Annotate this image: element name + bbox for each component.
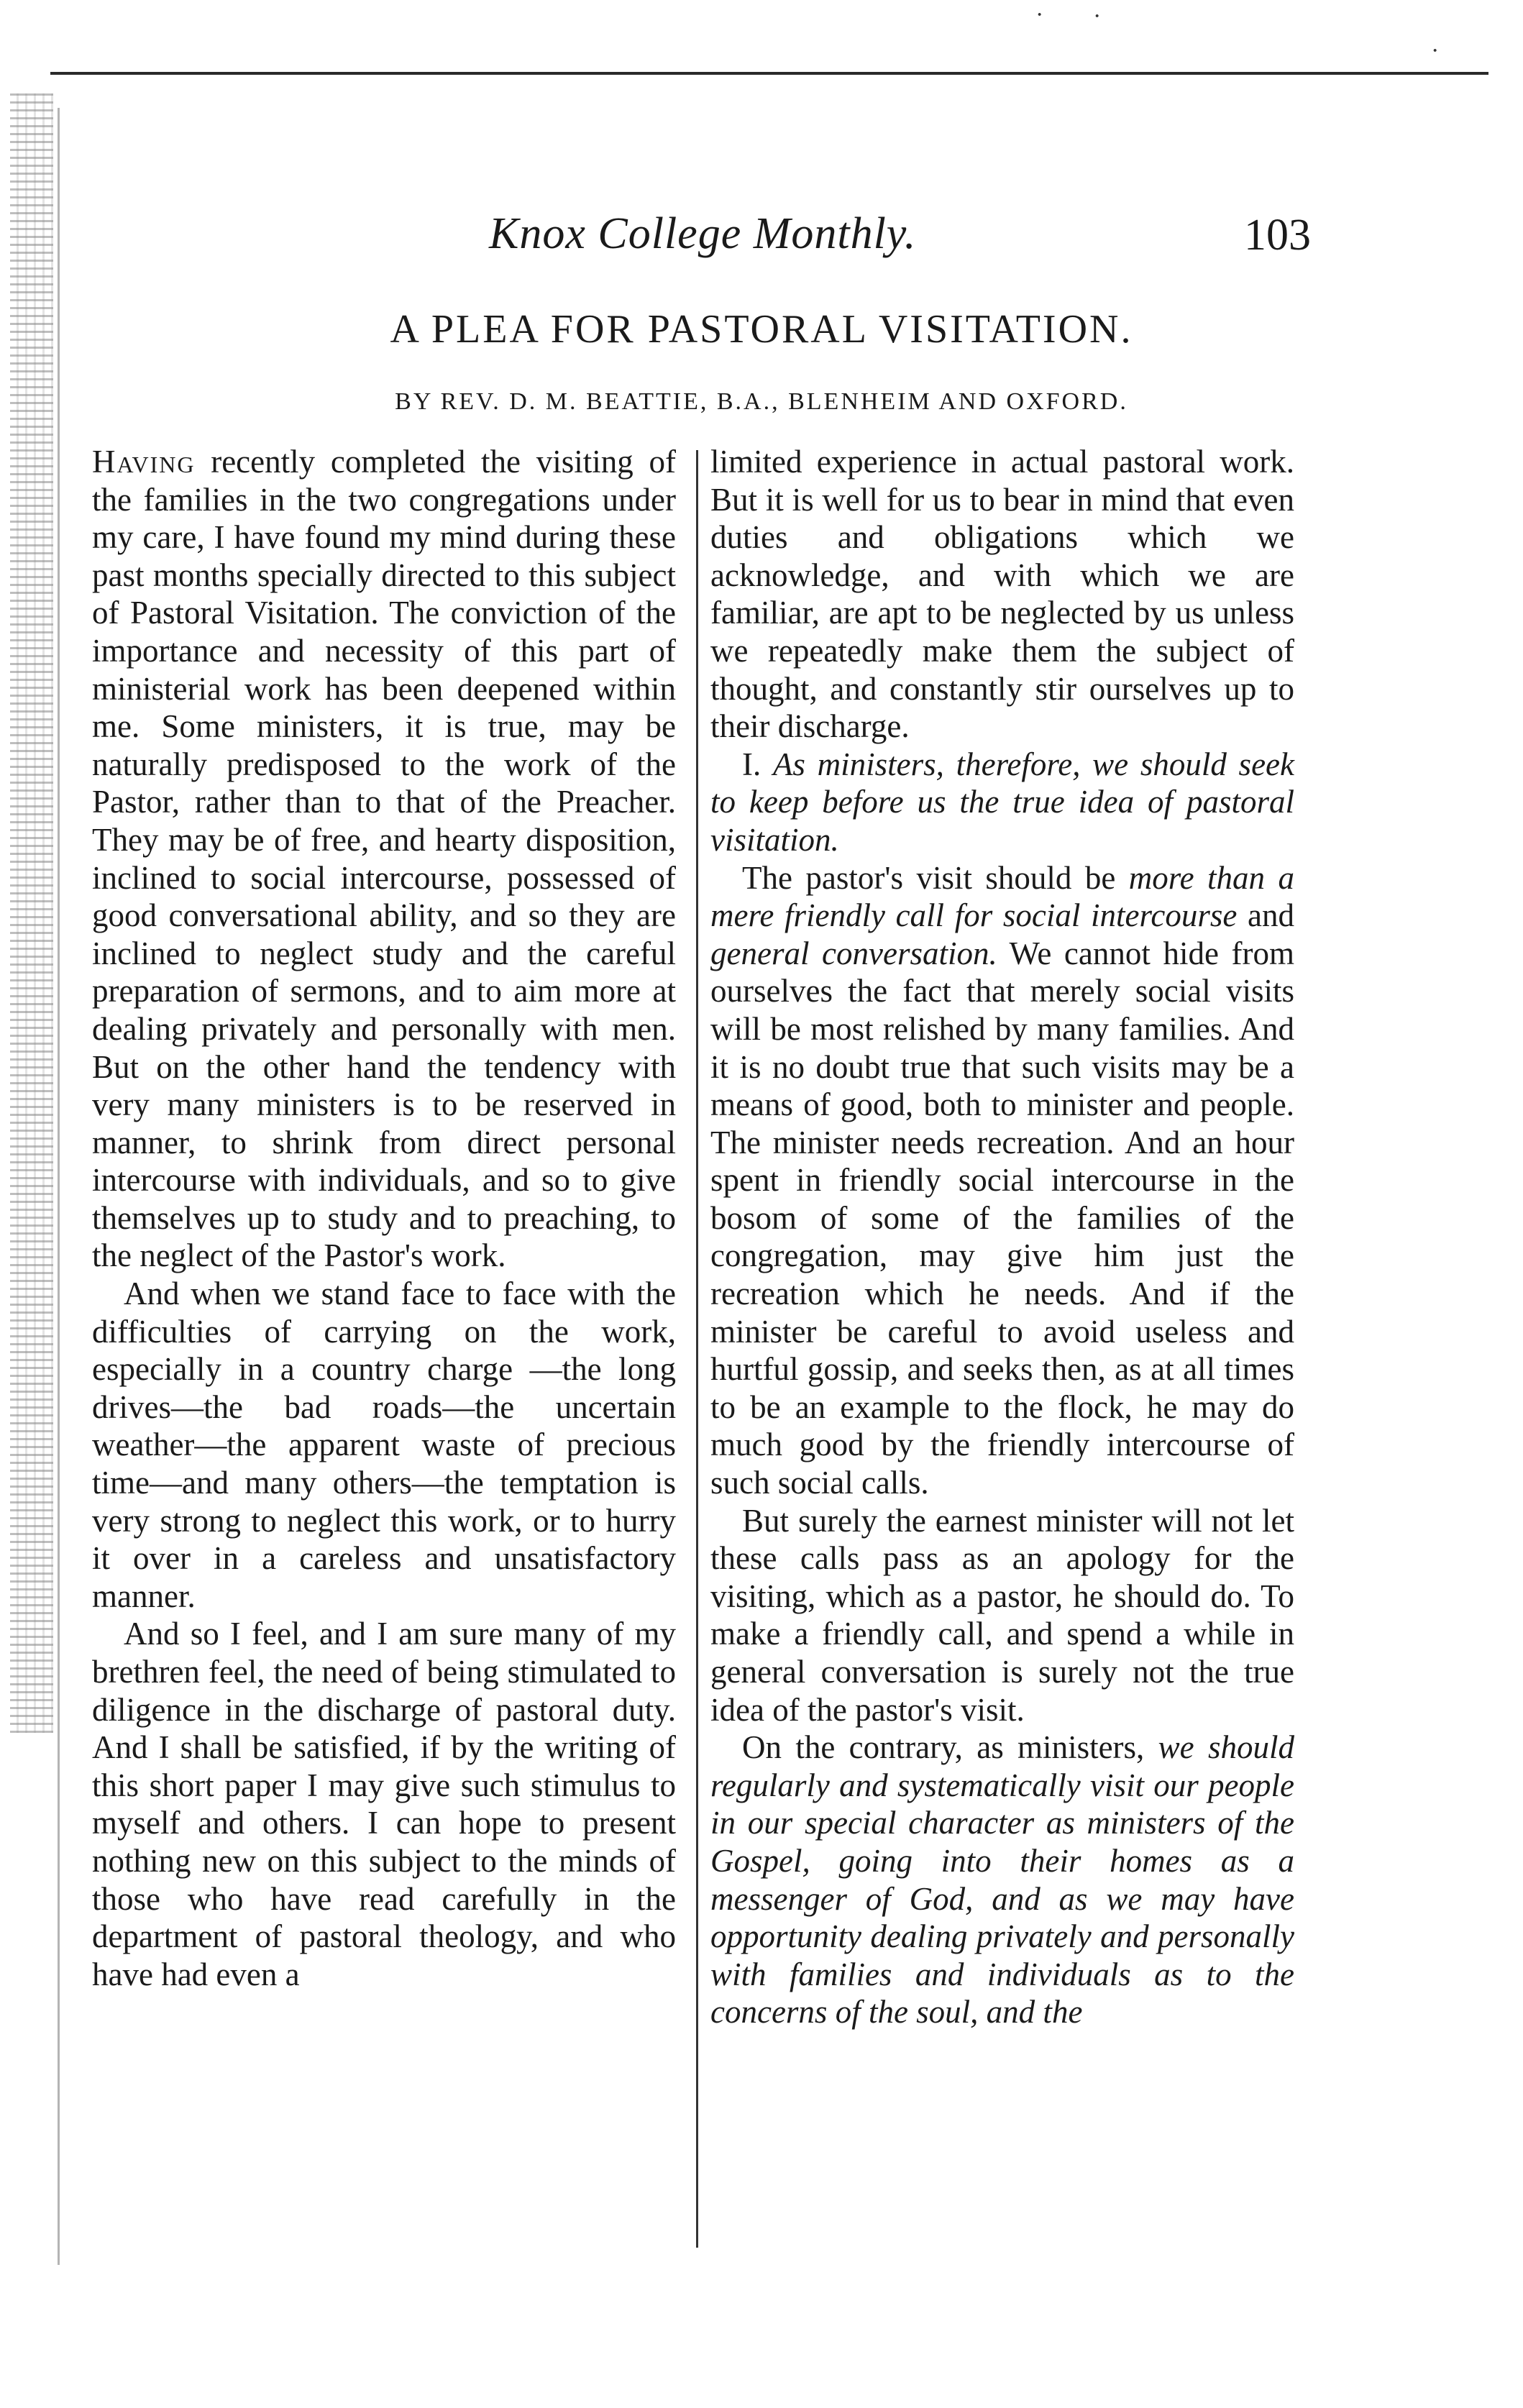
print-speck: · <box>1035 1 1044 28</box>
paragraph <box>710 859 1294 1502</box>
paragraph: And so I feel, and I am sure many of my brethren feel, the need of being stimulated to diligence in the discharge of pastoral duty. And I shall be satisfied, if by the writing of this short paper I may give such stimulus to myself and others. I can hope to present nothing new on this subject to the minds of those who have read carefully in the department of pastoral theology, and who have had even a <box>92 1616 676 1992</box>
italic-phrase: general conversation. <box>710 935 997 971</box>
paragraph <box>92 443 676 1275</box>
paragraph: limited experience in actual pastoral work. But it is well for us to bear in mind that even duties and obligations which we acknowledge, and with which we are familiar, are apt to be neglected by us unless we repeatedly make them the subject of thought, and constantly stir ourselves up to their discharge. <box>710 444 1294 745</box>
paragraph <box>710 746 1294 859</box>
paragraph-text: On the contrary, as ministers, <box>742 1729 1158 1766</box>
paragraph-text: We cannot hide from ourselves the fact that merely social visits will be most relished by many families. And it is no doubt true that such visits may be a means of good, both to minister and people. The minister needs recreation. And an hour spent in friendly social intercourse in the bosom of some of the families of the congregation, may give him just the recreation which he needs. And if the minister be careful to avoid useless and hurtful gossip, and seeks then, as at all times to be an example to the flock, he may do much good by the friendly intercourse of such social calls. <box>710 935 1294 1501</box>
paragraph <box>710 1729 1294 2031</box>
italic-phrase: more than a mere friendly call for social intercourse <box>710 859 1295 934</box>
section-number: I. <box>742 746 773 782</box>
top-rule <box>50 72 1488 75</box>
left-column <box>92 443 676 1993</box>
italic-phrase: we should regularly and systematically visit our people in our special character as ministers of the Gospel, going into their homes as a messenger of God, and as we may have opportunity dealing privately and personally with families and individuals as to the concerns of the soul, and the <box>710 1729 1294 2031</box>
italic-thesis: As ministers, therefore, we should seek to keep before us the true idea of pastoral visitation. <box>710 746 1294 858</box>
opening-word: Having <box>92 444 196 480</box>
right-column <box>710 443 1294 2031</box>
column-divider <box>696 450 698 2248</box>
paragraph-text: and <box>1237 897 1294 934</box>
paragraph: And when we stand face to face with the difficulties of carrying on the work, especially in a country charge —the long drives—the bad roads—the uncertain weather—the apparent waste of precious time—and many others—the temptation is very strong to neglect this work, or to hurry it over in a careless and unsatisfactory manner. <box>92 1276 676 1614</box>
print-speck: · <box>1093 3 1102 29</box>
paragraph-text: recently completed the visiting of the families in the two congregations under my care, I have found my mind during these past months specially directed to this subject of Pastoral Visitation. The conviction of the importance and necessity of this part of ministerial work has been deepened within me. Some ministers, it is true, may be naturally predisposed to the work of the Pastor, rather than to that of the Preacher. They may be of free, and hearty disposition, inclined to social intercourse, possessed of good conversational ability, and so they are inclined to neglect study and the careful preparation of sermons, and to aim more at dealing privately and personally with men. But on the other hand the tendency with very many ministers is to be reserved in manner, to shrink from direct personal intercourse with individuals, and so to give themselves up to study and to preaching, to the neglect of the Pastor's work. <box>92 444 676 1274</box>
print-speck: · <box>1431 37 1440 64</box>
paragraph: But surely the earnest minister will not let these calls pass as an apology for the visiting, which as a pastor, he should do. To make a friendly call, and spend a while in general conversation is surely not the true idea of the pastor's visit. <box>710 1502 1294 1728</box>
running-head: Knox College Monthly. <box>489 209 917 258</box>
binding-shadow-line <box>58 108 60 2265</box>
page-number: 103 <box>1244 211 1311 260</box>
article-byline: BY REV. D. M. BEATTIE, B.A., BLENHEIM AND OXFORD. <box>395 388 1128 415</box>
paragraph-text: The pastor's visit should be <box>742 859 1129 896</box>
article-title: A PLEA FOR PASTORAL VISITATION. <box>390 307 1133 352</box>
